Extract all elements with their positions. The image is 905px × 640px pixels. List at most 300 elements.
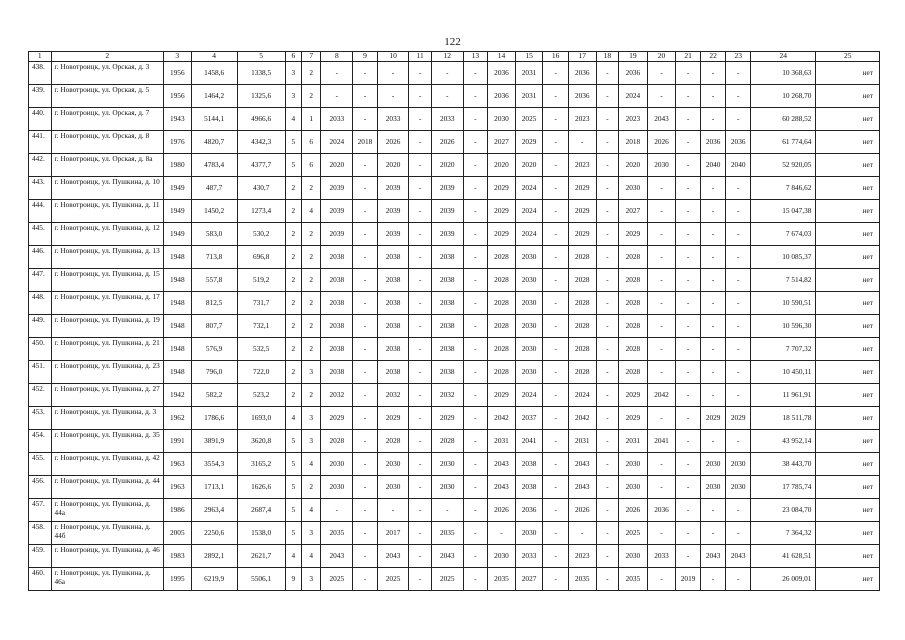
cell-work-col-16: - [543,223,569,246]
cell-work-col-14: 2029 [488,384,516,407]
cell-work-col-8: 2029 [321,407,353,430]
cell-work-col-13: - [463,522,488,545]
cell-work-col-9: - [353,430,378,453]
cell-flag: нет [816,384,880,407]
cell-work-col-16: - [543,292,569,315]
cell-year-built: 1976 [164,131,192,154]
cell-work-col-9: - [353,545,378,568]
cell-work-col-23: 2043 [726,545,751,568]
cell-year-built: 1980 [164,154,192,177]
cell-work-col-15: 2030 [515,361,543,384]
cell-estimated-cost: 10 368,63 [750,62,815,85]
cell-estimated-cost: 7 846,62 [750,177,815,200]
cell-living-area: 430,7 [237,177,285,200]
cell-year-built: 1943 [164,108,192,131]
cell-work-col-16: - [543,522,569,545]
cell-work-col-10: 2029 [377,407,409,430]
cell-work-col-14: 2036 [488,62,516,85]
cell-work-col-9: - [353,85,378,108]
cell-work-col-14: 2020 [488,154,516,177]
cell-work-col-21: - [676,223,701,246]
cell-work-col-11: - [409,384,432,407]
table-row [29,108,880,131]
cell-work-col-19: 2029 [619,223,648,246]
cell-address: г. Новотроицк, ул. Пушкина, д. 27 [51,384,164,407]
cell-year-built: 1949 [164,177,192,200]
cell-row-number: 451. [29,361,52,384]
cell-work-col-14: 2043 [488,476,516,499]
cell-work-col-22: - [700,223,726,246]
cell-work-col-18: - [596,315,619,338]
cell-estimated-cost: 10 596,30 [750,315,815,338]
cell-total-area: 557,8 [191,269,237,292]
cell-work-col-18: - [596,223,619,246]
cell-estimated-cost: 60 288,52 [750,108,815,131]
cell-work-col-10: 2038 [377,361,409,384]
cell-year-built: 1963 [164,453,192,476]
cell-work-col-12: - [431,62,463,85]
table-row [29,246,880,269]
cell-year-built: 1956 [164,62,192,85]
cell-work-col-15: 2030 [515,338,543,361]
cell-entrances: 4 [302,453,321,476]
cell-work-col-8: 2039 [321,177,353,200]
cell-work-col-18: - [596,177,619,200]
cell-work-col-21: - [676,269,701,292]
cell-living-area: 4342,3 [237,131,285,154]
cell-floors: 5 [285,453,301,476]
cell-work-col-22: - [700,269,726,292]
cell-work-col-10: 2017 [377,522,409,545]
cell-entrances: 3 [302,407,321,430]
cell-work-col-9: - [353,338,378,361]
cell-row-number: 450. [29,338,52,361]
cell-work-col-8: 2038 [321,315,353,338]
cell-work-col-17: 2029 [568,200,596,223]
cell-work-col-10: 2039 [377,200,409,223]
cell-work-col-19: 2028 [619,269,648,292]
cell-total-area: 1786,6 [191,407,237,430]
cell-address: г. Новотроицк, ул. Пушкина, д. 44а [51,499,164,522]
cell-floors: 2 [285,338,301,361]
cell-work-col-20: - [647,269,676,292]
cell-total-area: 2250,6 [191,522,237,545]
cell-year-built: 1986 [164,499,192,522]
cell-work-col-14: 2030 [488,108,516,131]
cell-floors: 2 [285,223,301,246]
cell-work-col-16: - [543,568,569,591]
cell-address: г. Новотроицк, ул. Пушкина, д. 21 [51,338,164,361]
cell-work-col-12: 2038 [431,361,463,384]
cell-work-col-23: - [726,269,751,292]
cell-estimated-cost: 23 084,70 [750,499,815,522]
cell-year-built: 1983 [164,545,192,568]
cell-work-col-13: - [463,499,488,522]
cell-work-col-9: 2018 [353,131,378,154]
cell-address: г. Новотроицк, ул. Орская, д. 7 [51,108,164,131]
cell-work-col-18: - [596,200,619,223]
cell-work-col-11: - [409,177,432,200]
cell-work-col-12: 2038 [431,338,463,361]
cell-flag: нет [816,545,880,568]
cell-work-col-12: 2020 [431,154,463,177]
cell-floors: 2 [285,384,301,407]
cell-estimated-cost: 38 443,70 [750,453,815,476]
cell-work-col-18: - [596,545,619,568]
cell-total-area: 812,5 [191,292,237,315]
cell-total-area: 1713,1 [191,476,237,499]
cell-work-col-10: 2030 [377,476,409,499]
cell-floors: 2 [285,361,301,384]
cell-work-col-8: 2033 [321,108,353,131]
cell-entrances: 2 [302,338,321,361]
cell-floors: 5 [285,499,301,522]
cell-work-col-21: - [676,108,701,131]
cell-work-col-14: 2029 [488,177,516,200]
cell-work-col-18: - [596,499,619,522]
cell-work-col-16: - [543,85,569,108]
cell-work-col-13: - [463,131,488,154]
cell-work-col-15: 2038 [515,476,543,499]
cell-work-col-16: - [543,131,569,154]
cell-work-col-13: - [463,62,488,85]
cell-entrances: 1 [302,108,321,131]
cell-flag: нет [816,522,880,545]
cell-flag: нет [816,430,880,453]
cell-work-col-10: 2030 [377,453,409,476]
cell-row-number: 455. [29,453,52,476]
cell-work-col-8: 2038 [321,246,353,269]
cell-work-col-20: 2042 [647,384,676,407]
cell-work-col-21: - [676,154,701,177]
cell-work-col-14: 2043 [488,453,516,476]
cell-entrances: 3 [302,568,321,591]
cell-living-area: 1273,4 [237,200,285,223]
cell-work-col-19: 2030 [619,545,648,568]
cell-living-area: 696,8 [237,246,285,269]
cell-work-col-13: - [463,108,488,131]
column-header-5: 5 [237,52,285,62]
cell-work-col-15: 2024 [515,200,543,223]
cell-work-col-22: 2040 [700,154,726,177]
cell-living-area: 1325,6 [237,85,285,108]
cell-address: г. Новотроицк, ул. Пушкина, д. 11 [51,200,164,223]
cell-work-col-19: 2030 [619,177,648,200]
cell-work-col-18: - [596,108,619,131]
cell-work-col-12: 2035 [431,522,463,545]
cell-work-col-13: - [463,85,488,108]
cell-total-area: 796,0 [191,361,237,384]
cell-work-col-23: - [726,522,751,545]
cell-row-number: 446. [29,246,52,269]
cell-work-col-15: 2038 [515,453,543,476]
column-header-18: 18 [596,52,619,62]
cell-work-col-22: 2030 [700,453,726,476]
cell-address: г. Новотроицк, ул. Пушкина, д. 35 [51,430,164,453]
cell-living-area: 1538,0 [237,522,285,545]
cell-work-col-8: 2038 [321,269,353,292]
cell-estimated-cost: 10 085,37 [750,246,815,269]
column-header-23: 23 [726,52,751,62]
cell-work-col-10: 2032 [377,384,409,407]
cell-work-col-11: - [409,338,432,361]
cell-work-col-17: 2023 [568,108,596,131]
cell-work-col-19: 2035 [619,568,648,591]
cell-work-col-8: 2038 [321,292,353,315]
cell-row-number: 443. [29,177,52,200]
column-header-19: 19 [619,52,648,62]
cell-living-area: 3165,2 [237,453,285,476]
cell-living-area: 530,2 [237,223,285,246]
cell-work-col-11: - [409,62,432,85]
column-header-7: 7 [302,52,321,62]
cell-work-col-20: 2030 [647,154,676,177]
cell-work-col-23: 2030 [726,476,751,499]
cell-estimated-cost: 7 674,03 [750,223,815,246]
cell-address: г. Новотроицк, ул. Пушкина, д. 10 [51,177,164,200]
cell-work-col-11: - [409,430,432,453]
cell-work-col-23: - [726,200,751,223]
cell-work-col-11: - [409,292,432,315]
cell-estimated-cost: 26 009,01 [750,568,815,591]
cell-floors: 4 [285,108,301,131]
cell-work-col-14: 2030 [488,545,516,568]
column-header-20: 20 [647,52,676,62]
cell-flag: нет [816,476,880,499]
cell-work-col-20: - [647,361,676,384]
cell-work-col-10: 2043 [377,545,409,568]
cell-work-col-11: - [409,108,432,131]
cell-floors: 5 [285,154,301,177]
cell-row-number: 440. [29,108,52,131]
cell-work-col-21: - [676,292,701,315]
cell-work-col-13: - [463,292,488,315]
cell-work-col-15: 2037 [515,407,543,430]
cell-work-col-22: - [700,62,726,85]
cell-work-col-20: 2036 [647,499,676,522]
cell-entrances: 2 [302,315,321,338]
cell-work-col-17: 2028 [568,292,596,315]
cell-row-number: 442. [29,154,52,177]
cell-work-col-18: - [596,522,619,545]
cell-work-col-20: - [647,338,676,361]
column-header-11: 11 [409,52,432,62]
cell-work-col-8: 2039 [321,200,353,223]
cell-work-col-18: - [596,269,619,292]
cell-work-col-15: 2020 [515,154,543,177]
cell-work-col-12: 2038 [431,315,463,338]
cell-work-col-15: 2025 [515,108,543,131]
cell-total-area: 1464,2 [191,85,237,108]
cell-flag: нет [816,315,880,338]
cell-work-col-11: - [409,545,432,568]
cell-living-area: 732,1 [237,315,285,338]
cell-address: г. Новотроицк, ул. Пушкина, д. 13 [51,246,164,269]
cell-work-col-20: - [647,223,676,246]
cell-work-col-20: - [647,292,676,315]
cell-work-col-13: - [463,407,488,430]
cell-total-area: 713,8 [191,246,237,269]
cell-total-area: 583,0 [191,223,237,246]
cell-work-col-23: - [726,108,751,131]
cell-flag: нет [816,177,880,200]
cell-work-col-18: - [596,292,619,315]
cell-work-col-17: 2028 [568,315,596,338]
cell-work-col-12: 2039 [431,223,463,246]
cell-work-col-12: - [431,85,463,108]
cell-work-col-11: - [409,85,432,108]
cell-work-col-9: - [353,269,378,292]
cell-entrances: 4 [302,200,321,223]
cell-row-number: 439. [29,85,52,108]
cell-work-col-9: - [353,499,378,522]
cell-work-col-10: - [377,499,409,522]
cell-work-col-18: - [596,338,619,361]
cell-work-col-21: - [676,499,701,522]
cell-work-col-16: - [543,338,569,361]
cell-work-col-20: 2041 [647,430,676,453]
cell-address: г. Новотроицк, ул. Пушкина, д. 46а [51,568,164,591]
cell-entrances: 4 [302,499,321,522]
cell-work-col-22: - [700,522,726,545]
cell-work-col-23: - [726,85,751,108]
cell-work-col-11: - [409,200,432,223]
cell-work-col-17: - [568,131,596,154]
cell-work-col-15: 2030 [515,246,543,269]
cell-work-col-20: - [647,453,676,476]
cell-work-col-15: 2041 [515,430,543,453]
cell-work-col-12: 2039 [431,200,463,223]
cell-address: г. Новотроицк, ул. Орская, д. 3 [51,62,164,85]
cell-work-col-16: - [543,361,569,384]
cell-row-number: 448. [29,292,52,315]
cell-row-number: 445. [29,223,52,246]
cell-address: г. Новотроицк, ул. Пушкина, д. 44б [51,522,164,545]
cell-entrances: 3 [302,522,321,545]
table-row [29,384,880,407]
cell-entrances: 2 [302,476,321,499]
cell-work-col-16: - [543,384,569,407]
cell-living-area: 2621,7 [237,545,285,568]
cell-estimated-cost: 7 707,32 [750,338,815,361]
cell-flag: нет [816,361,880,384]
cell-work-col-21: - [676,338,701,361]
cell-work-col-9: - [353,522,378,545]
cell-flag: нет [816,453,880,476]
cell-work-col-22: - [700,177,726,200]
cell-work-col-18: - [596,453,619,476]
cell-work-col-18: - [596,476,619,499]
cell-row-number: 452. [29,384,52,407]
cell-work-col-13: - [463,269,488,292]
cell-year-built: 1995 [164,568,192,591]
cell-work-col-16: - [543,62,569,85]
cell-total-area: 2892,1 [191,545,237,568]
cell-work-col-9: - [353,292,378,315]
cell-flag: нет [816,568,880,591]
cell-work-col-14: 2042 [488,407,516,430]
cell-flag: нет [816,292,880,315]
cell-floors: 9 [285,568,301,591]
cell-work-col-18: - [596,154,619,177]
cell-work-col-14: 2029 [488,223,516,246]
cell-work-col-23: 2040 [726,154,751,177]
cell-work-col-16: - [543,476,569,499]
cell-work-col-14: 2029 [488,200,516,223]
cell-work-col-8: 2020 [321,154,353,177]
cell-work-col-22: - [700,108,726,131]
cell-year-built: 1949 [164,223,192,246]
cell-work-col-15: 2031 [515,85,543,108]
cell-work-col-15: 2029 [515,131,543,154]
cell-row-number: 438. [29,62,52,85]
cell-address: г. Новотроицк, ул. Пушкина, д. 46 [51,545,164,568]
column-header-2: 2 [51,52,164,62]
cell-work-col-13: - [463,338,488,361]
cell-total-area: 1450,2 [191,200,237,223]
cell-living-area: 523,2 [237,384,285,407]
cell-work-col-20: - [647,522,676,545]
cell-work-col-10: 2039 [377,223,409,246]
cell-work-col-13: - [463,453,488,476]
cell-estimated-cost: 10 268,70 [750,85,815,108]
table-body [29,62,880,591]
cell-living-area: 1338,5 [237,62,285,85]
cell-work-col-17: 2031 [568,430,596,453]
cell-work-col-18: - [596,384,619,407]
cell-work-col-15: 2024 [515,384,543,407]
cell-work-col-23: - [726,361,751,384]
cell-year-built: 1948 [164,315,192,338]
cell-work-col-22: 2030 [700,476,726,499]
cell-work-col-21: - [676,545,701,568]
cell-work-col-17: 2024 [568,384,596,407]
cell-work-col-23: - [726,177,751,200]
cell-address: г. Новотроицк, ул. Орская, д. 8 [51,131,164,154]
cell-work-col-12: 2030 [431,453,463,476]
cell-entrances: 2 [302,177,321,200]
cell-entrances: 2 [302,292,321,315]
cell-entrances: 3 [302,430,321,453]
table-row [29,338,880,361]
cell-work-col-13: - [463,154,488,177]
cell-work-col-22: 2036 [700,131,726,154]
cell-work-col-21: - [676,522,701,545]
cell-work-col-13: - [463,177,488,200]
cell-work-col-21: - [676,453,701,476]
cell-work-col-23: 2029 [726,407,751,430]
cell-work-col-19: 2023 [619,108,648,131]
cell-floors: 3 [285,85,301,108]
cell-work-col-18: - [596,407,619,430]
cell-work-col-17: 2029 [568,177,596,200]
cell-work-col-22: - [700,85,726,108]
cell-work-col-17: 2036 [568,85,596,108]
cell-work-col-17: 2043 [568,453,596,476]
cell-work-col-13: - [463,384,488,407]
cell-work-col-9: - [353,384,378,407]
table-row [29,315,880,338]
cell-row-number: 449. [29,315,52,338]
cell-work-col-16: - [543,200,569,223]
cell-flag: нет [816,200,880,223]
cell-total-area: 1458,6 [191,62,237,85]
cell-work-col-19: 2030 [619,476,648,499]
cell-work-col-13: - [463,223,488,246]
cell-address: г. Новотроицк, ул. Пушкина, д. 3 [51,407,164,430]
cell-flag: нет [816,407,880,430]
cell-entrances: 6 [302,154,321,177]
